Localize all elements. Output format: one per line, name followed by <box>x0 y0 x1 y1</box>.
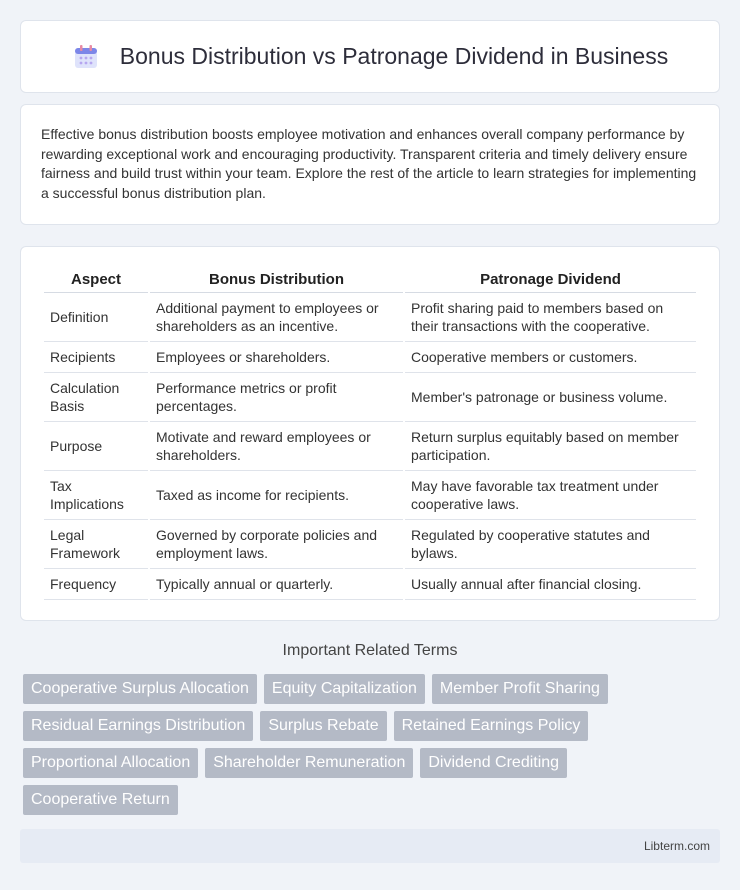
cell-bonus: Typically annual or quarterly. <box>150 569 403 600</box>
related-term-tag[interactable]: Cooperative Surplus Allocation <box>23 674 257 704</box>
related-term-tag[interactable]: Surplus Rebate <box>260 711 386 741</box>
cell-patronage: Regulated by cooperative statutes and bylaws. <box>405 520 696 569</box>
related-term-tag[interactable]: Dividend Crediting <box>420 748 567 778</box>
header-bonus-distribution: Bonus Distribution <box>150 267 403 293</box>
page-title: Bonus Distribution vs Patronage Dividend in Business <box>119 43 669 69</box>
table-row <box>44 569 696 600</box>
cell-patronage: Return surplus equitably based on member participation. <box>405 422 696 471</box>
cell-patronage: Cooperative members or customers. <box>405 342 696 373</box>
table-row <box>44 520 696 569</box>
cell-bonus: Performance metrics or profit percentages. <box>150 373 403 422</box>
cell-aspect: Tax Implications <box>44 471 148 520</box>
cell-aspect: Definition <box>44 293 148 342</box>
table-row <box>44 471 696 520</box>
comparison-table-card <box>20 246 720 621</box>
cell-aspect: Recipients <box>44 342 148 373</box>
header-patronage-dividend: Patronage Dividend <box>405 267 696 293</box>
table-row <box>44 422 696 471</box>
header-aspect: Aspect <box>44 267 148 293</box>
calendar-icon <box>72 43 100 71</box>
cell-bonus: Motivate and reward employees or shareholders. <box>150 422 403 471</box>
cell-patronage: May have favorable tax treatment under cooperative laws. <box>405 471 696 520</box>
related-terms-title: Important Related Terms <box>282 642 458 659</box>
footer-site-link[interactable]: Libterm.com <box>643 839 710 853</box>
cell-aspect: Frequency <box>44 569 148 600</box>
cell-bonus: Employees or shareholders. <box>150 342 403 373</box>
cell-bonus: Taxed as income for recipients. <box>150 471 403 520</box>
cell-aspect: Calculation Basis <box>44 373 148 422</box>
table-row <box>44 293 696 342</box>
related-term-tag[interactable]: Shareholder Remuneration <box>205 748 413 778</box>
related-term-tag[interactable]: Member Profit Sharing <box>432 674 608 704</box>
cell-bonus: Governed by corporate policies and employment laws. <box>150 520 403 569</box>
cell-patronage: Profit sharing paid to members based on their transactions with the cooperative. <box>405 293 696 342</box>
cell-patronage: Usually annual after financial closing. <box>405 569 696 600</box>
related-term-tag[interactable]: Proportional Allocation <box>23 748 198 778</box>
table-row <box>44 373 696 422</box>
related-term-tag[interactable]: Residual Earnings Distribution <box>23 711 253 741</box>
table-row <box>44 342 696 373</box>
related-term-tag[interactable]: Equity Capitalization <box>264 674 425 704</box>
cell-aspect: Legal Framework <box>44 520 148 569</box>
footer <box>20 829 720 863</box>
cell-bonus: Additional payment to employees or shareholders as an incentive. <box>150 293 403 342</box>
related-terms-list <box>20 674 660 815</box>
related-term-tag[interactable]: Retained Earnings Policy <box>394 711 589 741</box>
title-card <box>20 20 720 93</box>
intro-card <box>20 104 720 225</box>
cell-patronage: Member's patronage or business volume. <box>405 373 696 422</box>
table-header-row <box>44 267 696 293</box>
cell-aspect: Purpose <box>44 422 148 471</box>
intro-text: Effective bonus distribution boosts employee motivation and enhances overall company performance by rewarding exceptional work and encouraging productivity. Transparent criteria and timely delivery ensure fairness and build trust within your team. Explore the rest of the article to learn strategies for implementing a successful bonus distribution plan. <box>41 126 697 201</box>
related-term-tag[interactable]: Cooperative Return <box>23 785 178 815</box>
comparison-table <box>42 267 698 600</box>
